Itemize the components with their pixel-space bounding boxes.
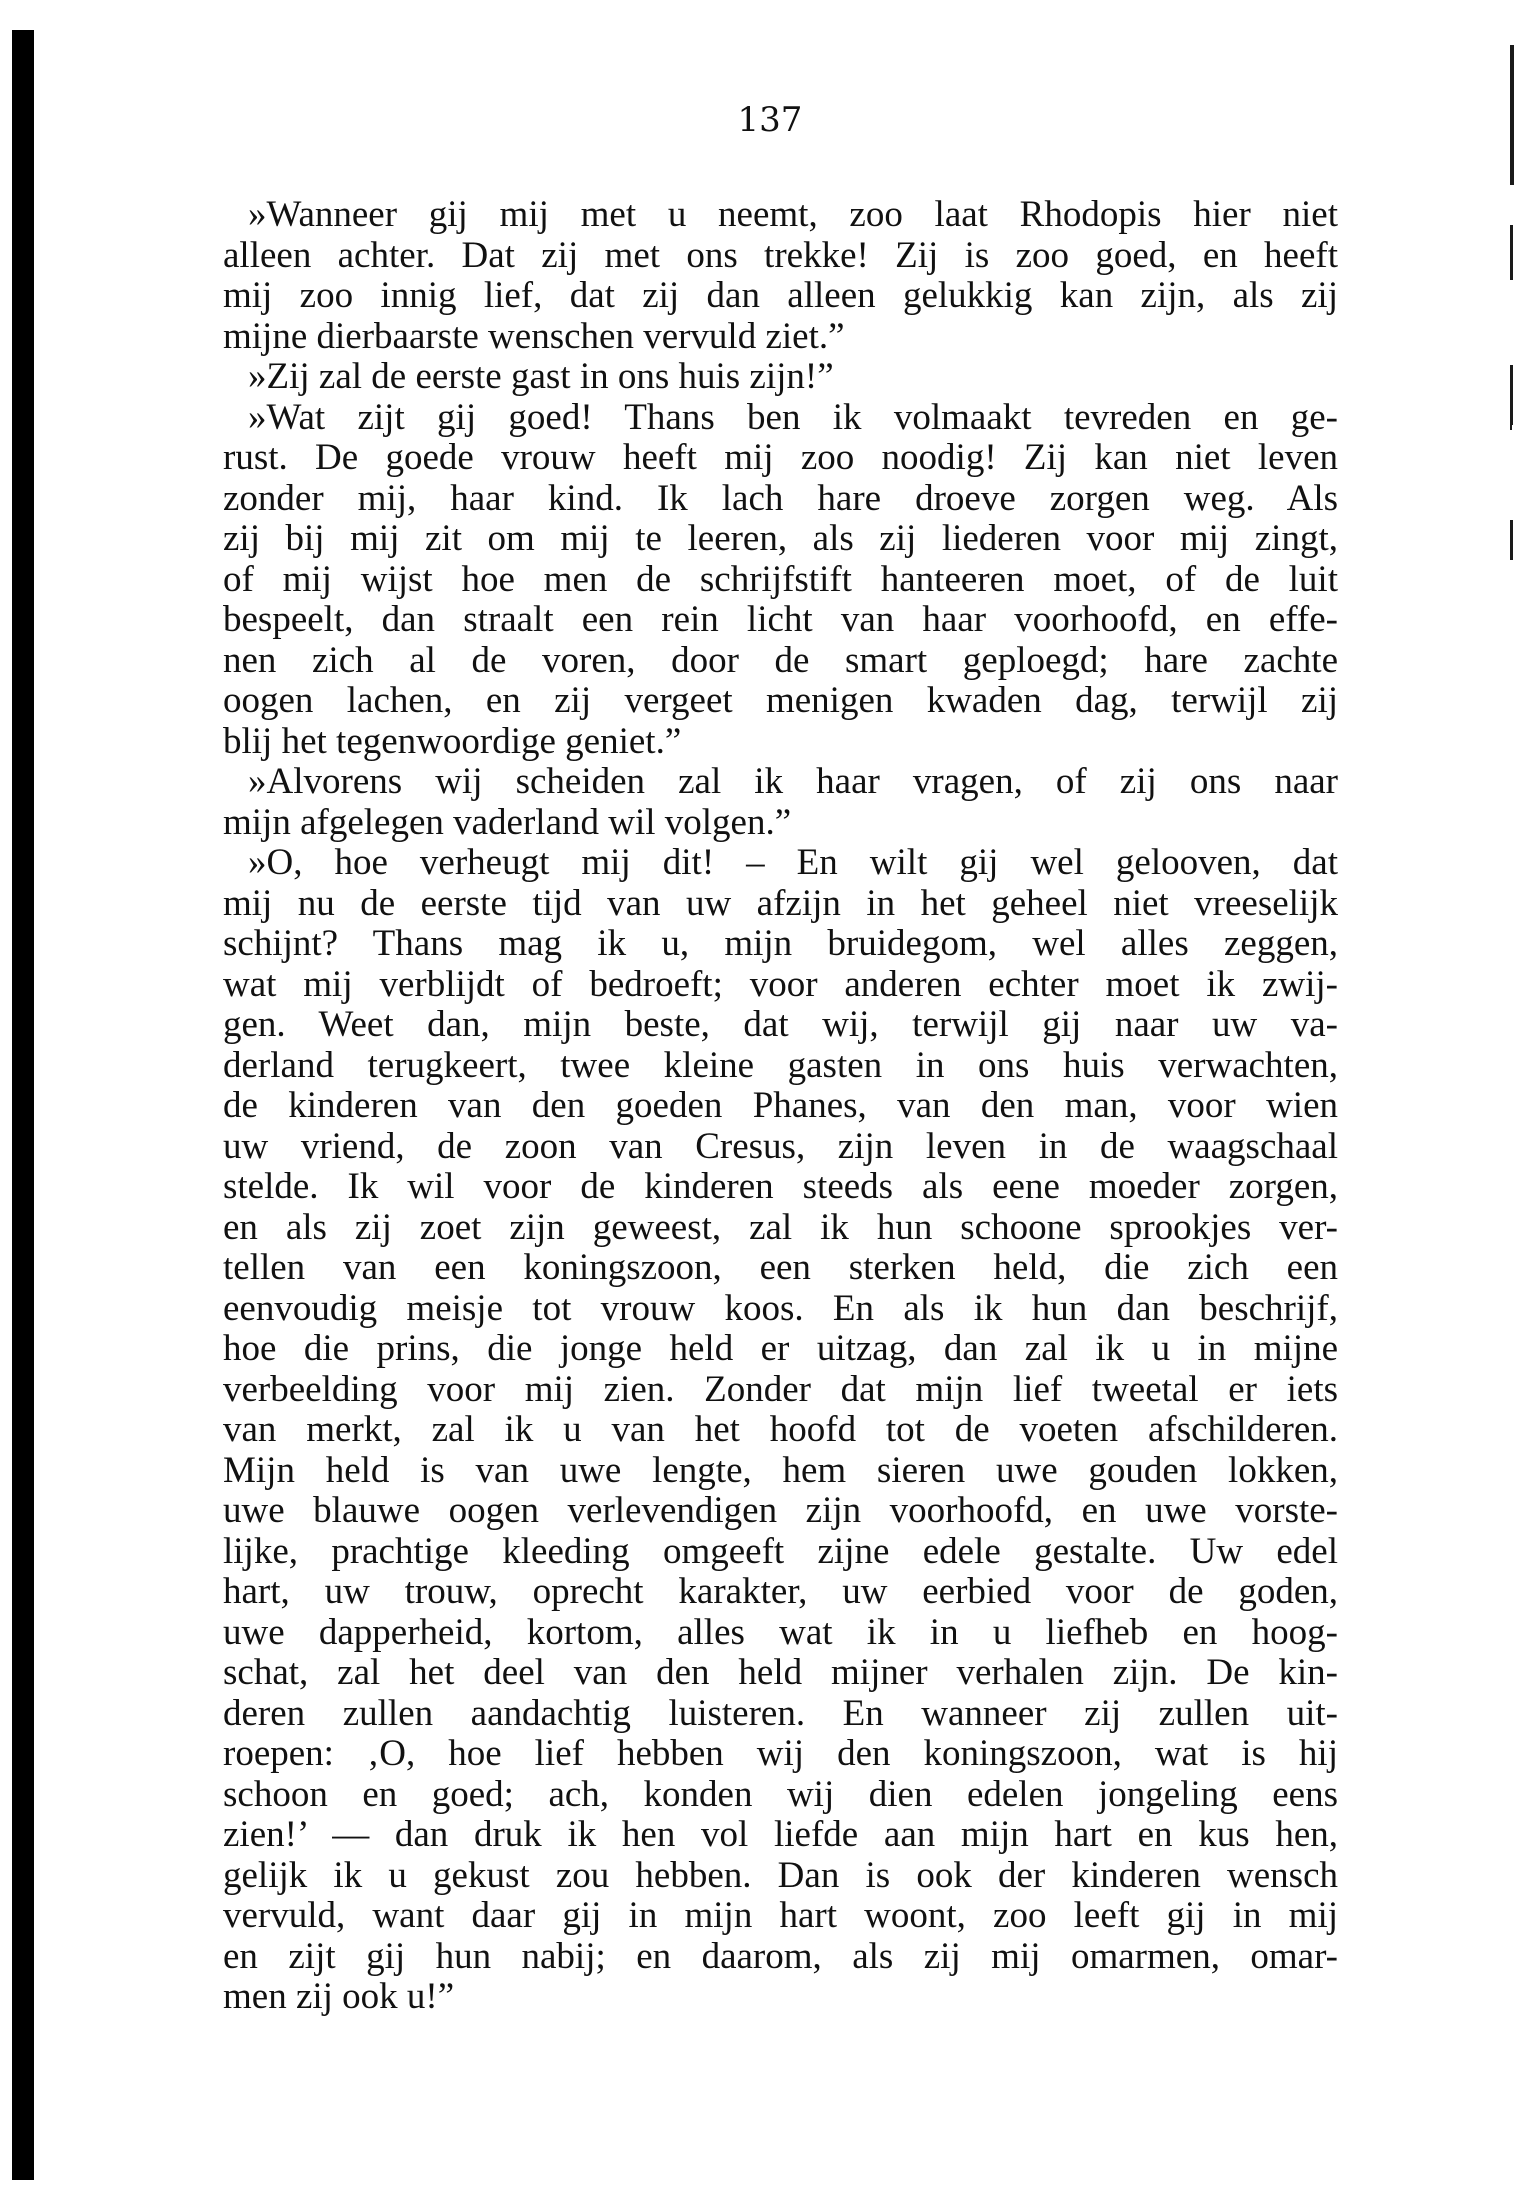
page-number: 137	[737, 100, 803, 140]
text-line: uwe dapperheid, kortom, alles wat ik in u liefheb en hoog-	[223, 1611, 1338, 1653]
text-line: de kinderen van den goeden Phanes, van den man, voor wien	[223, 1085, 1338, 1126]
text-line: mijn afgelegen vaderland wil volgen.”	[223, 801, 792, 843]
text-line: gen. Weet dan, mijn beste, dat wij, terwijl gij naar uw va-	[223, 1004, 1338, 1045]
text-line: deren zullen aandachtig luisteren. En wanneer zij zullen uit-	[223, 1692, 1338, 1734]
page-edge-mark	[1510, 520, 1513, 560]
text-line: en zijt gij hun nabij; en daarom, als zij mij omarmen, omar-	[223, 1935, 1338, 1977]
text-line: verbeelding voor mij zien. Zonder dat mijn lief tweetal er iets	[223, 1368, 1338, 1410]
text-line: derland terugkeert, twee kleine gasten in ons huis verwachten,	[223, 1044, 1338, 1086]
text-line: blij het tegenwoordige geniet.”	[223, 720, 682, 762]
body-text	[223, 195, 1338, 2018]
text-line: schat, zal het deel van den held mijner verhalen zijn. De kin-	[223, 1652, 1338, 1693]
page-edge-mark	[1510, 225, 1513, 280]
text-line: uwe blauwe oogen verlevendigen zijn voorhoofd, en uwe vorste-	[223, 1490, 1338, 1531]
page-edge-mark	[1510, 365, 1513, 425]
text-line: zien!’ — dan druk ik hen vol liefde aan mijn hart en kus hen,	[223, 1814, 1338, 1855]
text-line: schijnt? Thans mag ik u, mijn bruidegom, wel alles zeggen,	[223, 923, 1338, 964]
text-line: eenvoudig meisje tot vrouw koos. En als ik hun dan beschrijf,	[223, 1287, 1338, 1329]
text-line: »Wat zijt gij goed! Thans ben ik volmaakt tevreden en ge-	[248, 396, 1338, 438]
text-line: van merkt, zal ik u van het hoofd tot de voeten afschilderen.	[223, 1409, 1338, 1450]
text-line: mij nu de eerste tijd van uw afzijn in het geheel niet vreeselijk	[223, 882, 1338, 924]
text-line: zonder mij, haar kind. Ik lach hare droeve zorgen weg. Als	[223, 477, 1338, 519]
text-line: roepen: ‚O, hoe lief hebben wij den koningszoon, wat is hij	[223, 1733, 1338, 1774]
text-line: hoe die prins, die jonge held er uitzag, dan zal ik u in mijne	[223, 1328, 1338, 1369]
text-line: »O, hoe verheugt mij dit! – En wilt gij wel gelooven, dat	[248, 842, 1338, 883]
text-line: »Wanneer gij mij met u neemt, zoo laat Rhodopis hier niet	[248, 194, 1338, 235]
text-line: tellen van een koningszoon, een sterken held, die zich een	[223, 1247, 1338, 1288]
text-line: rust. De goede vrouw heeft mij zoo noodig! Zij kan niet leven	[223, 437, 1338, 478]
text-line: alleen achter. Dat zij met ons trekke! Zij is zoo goed, en heeft	[223, 234, 1338, 276]
text-line: mijne dierbaarste wenschen vervuld ziet.”	[223, 315, 845, 357]
text-line: nen zich al de voren, door de smart geploegd; hare zachte	[223, 639, 1338, 681]
text-line: of mij wijst hoe men de schrijfstift hanteeren moet, of de luit	[223, 558, 1338, 600]
text-line: schoon en goed; ach, konden wij dien edelen jongeling eens	[223, 1773, 1338, 1815]
text-line: zij bij mij zit om mij te leeren, als zij liederen voor mij zingt,	[223, 518, 1338, 559]
text-line: »Zij zal de eerste gast in ons huis zijn!”	[248, 356, 834, 397]
text-line: men zij ook u!”	[223, 1976, 455, 2017]
text-line: mij zoo innig lief, dat zij dan alleen gelukkig kan zijn, als zij	[223, 275, 1338, 316]
binding-shadow	[12, 30, 34, 2180]
text-line: wat mij verblijdt of bedroeft; voor anderen echter moet ik zwij-	[223, 963, 1338, 1005]
text-line: vervuld, want daar gij in mijn hart woont, zoo leeft gij in mij	[223, 1895, 1338, 1936]
text-line: lijke, prachtige kleeding omgeeft zijne edele gestalte. Uw edel	[223, 1530, 1338, 1572]
text-line: gelijk ik u gekust zou hebben. Dan is ook der kinderen wensch	[223, 1854, 1338, 1896]
text-line: »Alvorens wij scheiden zal ik haar vragen, of zij ons naar	[248, 761, 1338, 802]
text-line: en als zij zoet zijn geweest, zal ik hun schoone sprookjes ver-	[223, 1206, 1338, 1248]
text-line: hart, uw trouw, oprecht karakter, uw eerbied voor de goden,	[223, 1571, 1338, 1612]
text-line: stelde. Ik wil voor de kinderen steeds als eene moeder zorgen,	[223, 1166, 1338, 1207]
text-line: Mijn held is van uwe lengte, hem sieren uwe gouden lokken,	[223, 1449, 1338, 1491]
text-line: oogen lachen, en zij vergeet menigen kwaden dag, terwijl zij	[223, 680, 1338, 721]
text-line: bespeelt, dan straalt een rein licht van haar voorhoofd, en effe-	[223, 599, 1338, 640]
text-line: uw vriend, de zoon van Cresus, zijn leven in de waagschaal	[223, 1125, 1338, 1167]
